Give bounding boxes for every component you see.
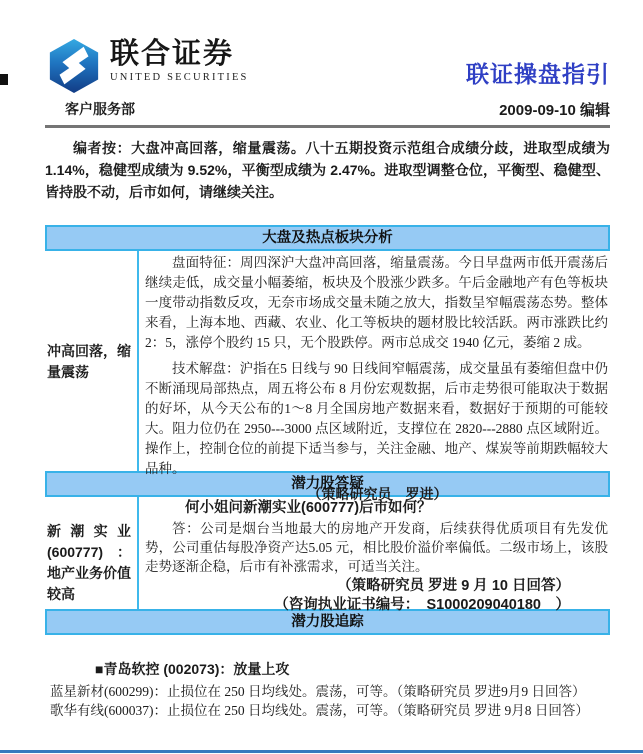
brand-subtitle: UNITED SECURITIES <box>110 72 249 83</box>
hexagon-logo-icon <box>45 38 103 99</box>
edit-date: 2009-09-10 编辑 <box>499 102 610 119</box>
qa-row <box>45 497 610 613</box>
qa-license-number: （咨询执业证书编号： S1000209040180 ） <box>274 597 570 613</box>
page-bottom-rule <box>0 750 643 753</box>
qa-attribution: （策略研究员 罗进 9 月 10 日回答） <box>337 578 570 594</box>
document-page <box>0 38 643 720</box>
section-header-market-analysis: 大盘及热点板块分析 <box>45 225 610 251</box>
brand-name: 联合证券 <box>110 38 235 70</box>
header <box>45 38 610 96</box>
market-attribution: （策略研究员 罗进） <box>307 486 448 502</box>
brand-logo <box>45 38 249 99</box>
tracking-highlight: ■青岛软控 (002073)：放量上攻 <box>95 661 290 677</box>
section-header-tracking: 潜力股追踪 <box>45 609 610 635</box>
market-side-label: 冲高回落，缩量震荡 <box>47 343 131 380</box>
qa-content <box>137 497 610 613</box>
tracking-block <box>45 659 610 720</box>
header-divider <box>45 125 610 128</box>
section-header-qa: 潜力股答疑 <box>45 471 610 497</box>
scan-artifact-mark <box>0 74 8 85</box>
qa-answer: 答：公司是烟台当地最大的房地产开发商，后续获得优质项目有先发优势，公司重估每股净资产达5.05 元，相比股价溢价率偏低。二级市场上，该股走势逐渐企稳，后市有补涨需求，可适当关注。 <box>145 521 608 574</box>
tracking-item: 蓝星新材(600299)：止损位在 250 日均线处。震荡，可等。（策略研究员 罗进9月9 日回答） <box>50 684 586 699</box>
brand-text <box>110 38 249 83</box>
market-paragraph-technical: 技术解盘：沪指在5 日线与 90 日线间窄幅震荡，成交量虽有萎缩但盘中仍不断涌现局部热点，周五将公布 8 月份宏观数据，后市走势很可能取决于数据的好坏，从今天公布的1～8 月全国房地产数据来看，数据好于预期的可能较大。阻力位仍在 2950---3000 点区域附近，支撑位在 2820---2880 点区域附近。操作上，控制仓位的前提下适当参与，关注金融、地产、煤炭等前期跌幅较大品种。 <box>145 361 608 476</box>
market-paragraph-surface: 盘面特征：周四深沪大盘冲高回落，缩量震荡。今日早盘两市低开震荡后继续走低，成交量小幅萎缩，板块及个股涨少跌多。午后金融地产有色等板块一度带动指数反攻，无奈市场成交量未随之放大，指数呈窄幅震荡态势。整体来看，上海本地、西藏、农业、化工等板块的题材股比较活跃。两市涨跌比约 2：5，涨停个股约 15 只，无个股跌停。两市总成交 1940 亿元，萎缩 2 成。 <box>145 255 608 350</box>
qa-side-label: 新潮实业(600777)：地产业务价值较高 <box>47 523 131 602</box>
subheader-row <box>45 99 610 120</box>
editor-note: 编者按：大盘冲高回落，缩量震荡。八十五期投资示范组合成绩分歧，进取型成绩为1.14%，稳健型成绩为 9.52%，平衡型成绩为 2.47%。进取型调整仓位，平衡型、稳健型、皆持股不动，后市如何，请继续关注。 <box>45 140 610 200</box>
qa-question: 何小姐问新潮实业(600777)后市如何？ <box>185 500 432 516</box>
department-label: 客户服务部 <box>65 101 135 117</box>
document-title: 联证操盘指引 <box>466 61 610 87</box>
tracking-item: 歌华有线(600037)：止损位在 250 日均线处。震荡，可等。（策略研究员 罗进 9月8 日回答） <box>50 703 589 718</box>
